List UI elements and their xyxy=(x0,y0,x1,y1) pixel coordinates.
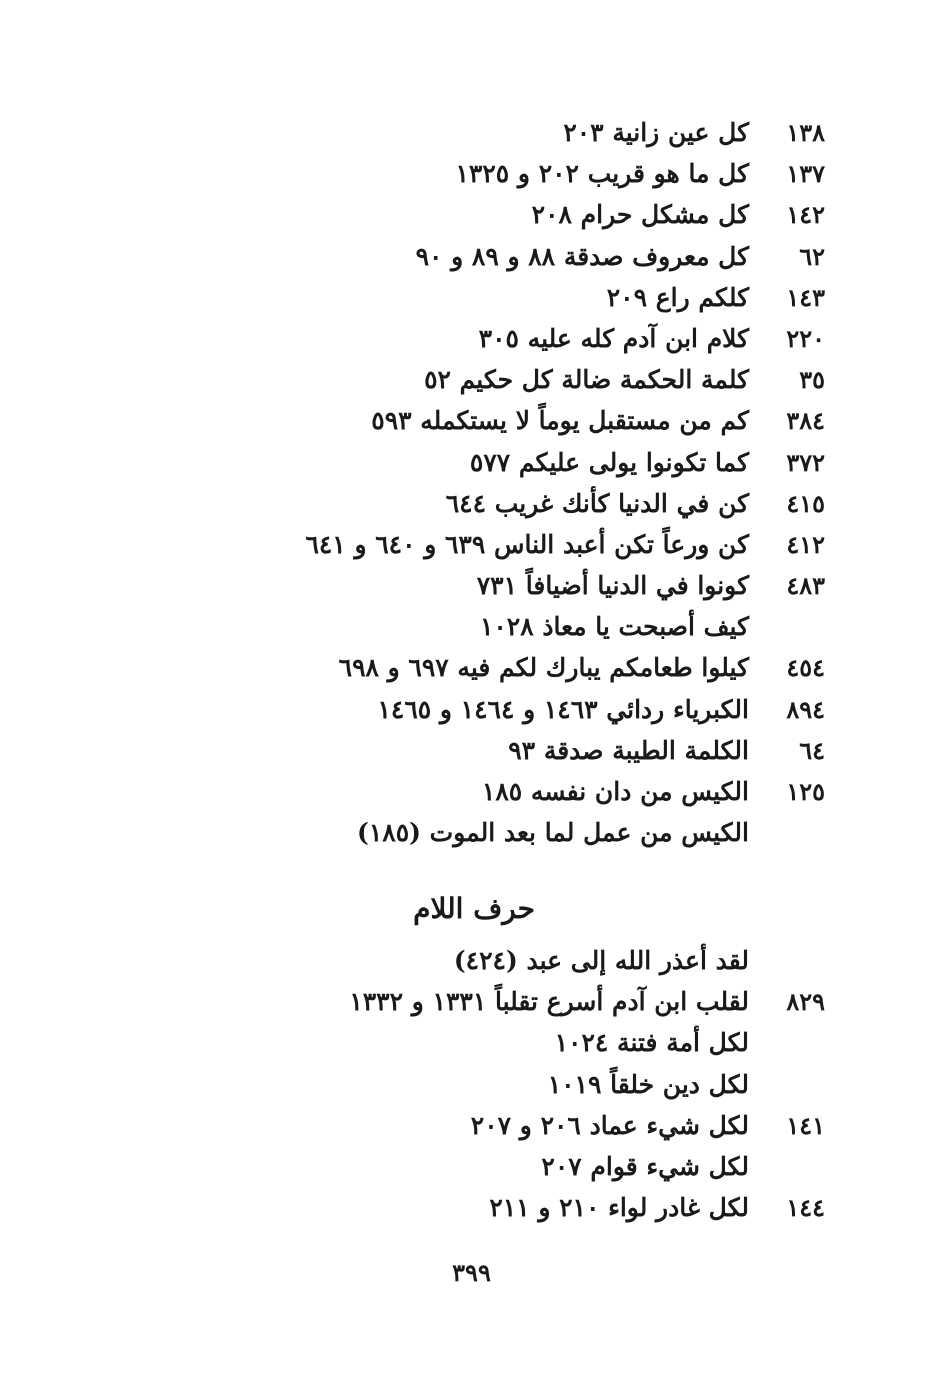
entry-number: ٣٥ xyxy=(799,365,825,395)
entry-text: لكل شيء قوام ٢٠٧ xyxy=(541,1151,749,1181)
entry-number: ٦٤ xyxy=(799,735,825,765)
entry-text: لكل غادر لواء ٢١٠ و ٢١١ xyxy=(489,1193,749,1223)
entry-text: كل مشكل حرام ٢٠٨ xyxy=(531,200,749,230)
entry-number: ١٢٥ xyxy=(786,777,825,806)
entry-number: ٣٨٤ xyxy=(786,406,825,436)
index-entry xyxy=(145,730,825,771)
entry-number: ١٤١ xyxy=(786,1110,825,1140)
entry-text: كل عين زانية ٢٠٣ xyxy=(563,118,749,147)
index-entry xyxy=(145,1187,825,1228)
entry-number: ١٤٢ xyxy=(786,200,825,230)
entry-number: ٨٩٤ xyxy=(786,694,825,724)
entry-text: كونوا في الدنيا أضيافاً ٧٣١ xyxy=(476,571,749,601)
entry-text: الكيس من دان نفسه ١٨٥ xyxy=(481,777,749,806)
entry-text: لكل دين خلقاً ١٠١٩ xyxy=(547,1069,749,1099)
index-entries-kaf xyxy=(145,112,825,853)
index-entry xyxy=(145,1022,825,1063)
entry-number: ١٣٨ xyxy=(786,118,825,147)
entry-number: ٨٢٩ xyxy=(786,987,825,1017)
entry-number: ٦٢ xyxy=(799,241,825,271)
entry-text: كل معروف صدقة ٨٨ و ٨٩ و ٩٠ xyxy=(415,241,749,271)
index-entry xyxy=(145,277,825,318)
entry-text: كيلوا طعامكم يبارك لكم فيه ٦٩٧ و ٦٩٨ xyxy=(338,653,749,683)
index-entry xyxy=(145,236,825,277)
entry-text: كن في الدنيا كأنك غريب ٦٤٤ xyxy=(445,488,749,518)
section-heading: حرف اللام xyxy=(413,892,535,925)
entry-text: كما تكونوا يولى عليكم ٥٧٧ xyxy=(469,447,749,477)
entry-text: كن ورعاً تكن أعبد الناس ٦٣٩ و ٦٤٠ و ٦٤١ xyxy=(305,529,749,559)
entry-text: لقد أعذر الله إلى عبد (٤٢٤) xyxy=(453,946,749,975)
entry-number: ٤٥٤ xyxy=(786,653,825,683)
entry-number: ٤١٢ xyxy=(786,529,825,559)
index-entry xyxy=(145,442,825,483)
index-entry xyxy=(145,318,825,359)
entry-text: الكيس من عمل لما بعد الموت (١٨٥) xyxy=(357,818,749,848)
index-entry xyxy=(145,194,825,235)
entry-text: لكل شيء عماد ٢٠٦ و ٢٠٧ xyxy=(470,1110,749,1140)
index-entry xyxy=(145,524,825,565)
entry-number: ١٣٧ xyxy=(786,159,825,189)
entry-number: ٢٢٠ xyxy=(786,323,825,353)
entry-text: كلكم راع ٢٠٩ xyxy=(606,282,749,312)
entry-number: ٤٨٣ xyxy=(786,571,825,601)
index-entry xyxy=(145,400,825,441)
index-entry xyxy=(145,981,825,1022)
entry-number: ٤١٥ xyxy=(786,488,825,518)
index-entry xyxy=(145,565,825,606)
index-entry xyxy=(145,771,825,812)
index-entry xyxy=(145,359,825,400)
entry-text: كل ما هو قريب ٢٠٢ و ١٣٢٥ xyxy=(455,159,749,189)
entry-text: كلمة الحكمة ضالة كل حكيم ٥٢ xyxy=(424,365,749,395)
index-entry xyxy=(145,812,825,853)
entry-text: الكبرياء ردائي ١٤٦٣ و ١٤٦٤ و ١٤٦٥ xyxy=(377,694,749,724)
entry-text: كيف أصبحت يا معاذ ١٠٢٨ xyxy=(479,612,749,642)
page-number: ٣٩٩ xyxy=(452,1258,491,1287)
index-entry xyxy=(145,689,825,730)
index-entry xyxy=(145,1146,825,1187)
index-entry xyxy=(145,112,825,153)
entry-text: لكل أمة فتنة ١٠٢٤ xyxy=(554,1028,749,1058)
entry-text: كم من مستقبل يوماً لا يستكمله ٥٩٣ xyxy=(371,406,749,436)
index-entry xyxy=(145,940,825,981)
index-entries-lam xyxy=(145,940,825,1228)
index-entry xyxy=(145,483,825,524)
entry-number: ١٤٤ xyxy=(786,1193,825,1223)
index-entry xyxy=(145,1105,825,1146)
entry-text: لقلب ابن آدم أسرع تقلباً ١٣٣١ و ١٣٣٢ xyxy=(349,987,749,1017)
index-entry xyxy=(145,647,825,688)
index-entry xyxy=(145,1064,825,1105)
index-entry xyxy=(145,606,825,647)
entry-text: الكلمة الطيبة صدقة ٩٣ xyxy=(508,735,749,765)
entry-number: ١٤٣ xyxy=(786,282,825,312)
index-entry xyxy=(145,153,825,194)
entry-number: ٣٧٢ xyxy=(786,447,825,477)
entry-text: كلام ابن آدم كله عليه ٣٠٥ xyxy=(478,323,749,353)
